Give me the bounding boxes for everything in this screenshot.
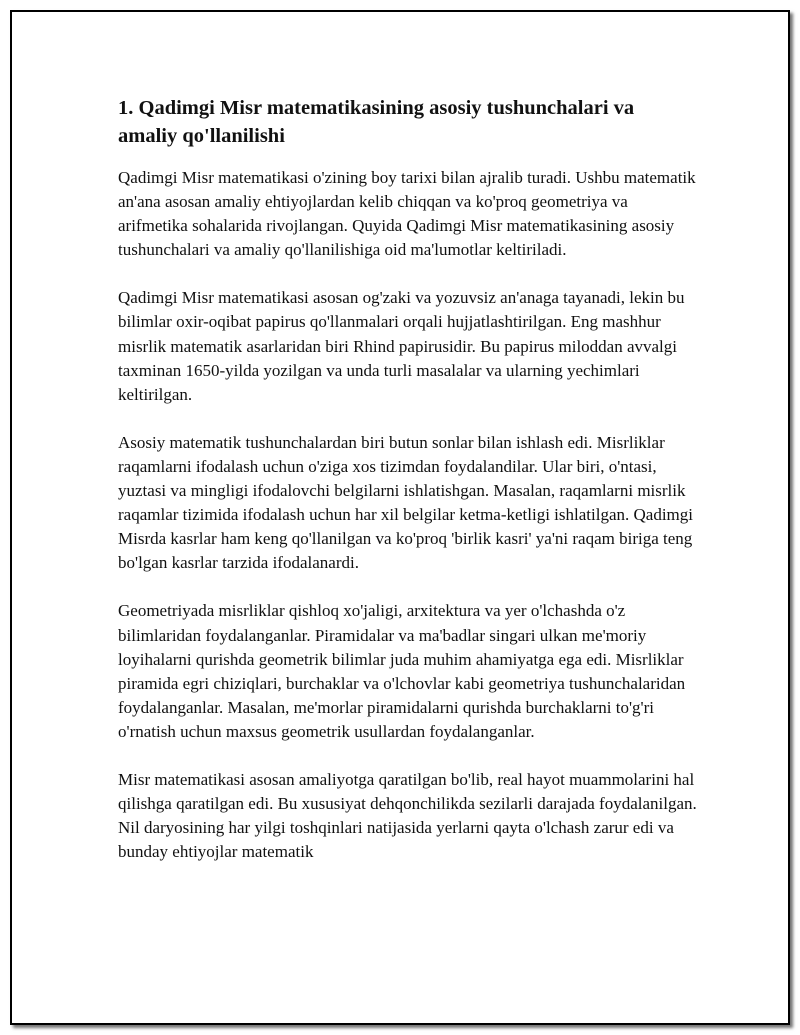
document-body [118, 94, 698, 888]
paragraph-5: Misr matematikasi asosan amaliyotga qaratilgan bo'lib, real hayot muammolarini hal qilishga qaratilgan edi. Bu xususiyat dehqonchilikda sezilarli darajada foydalanilgan. Nil daryosining har yilgi toshqinlari natijasida yerlarni qayta o'lchash zarur edi va bunday ehtiyojlar matematik [118, 769, 697, 862]
section-heading: 1. Qadimgi Misr matematikasining asosiy tushunchalari va amaliy qo'llanilishi [118, 97, 635, 147]
paragraph-1: Qadimgi Misr matematikasi o'zining boy tarixi bilan ajralib turadi. Ushbu matematik an'ana asosan amaliy ehtiyojlardan kelib chiqqan va ko'proq geometriya va arifmetika sohalarida rivojlangan. Quyida Qadimgi Misr matematikasining asosiy tushunchalari va amaliy qo'llanilishiga oid ma'lumotlar keltiriladi. [118, 168, 696, 260]
document-page [10, 10, 790, 1025]
paragraph-2: Qadimgi Misr matematikasi asosan og'zaki va yozuvsiz an'anaga tayanadi, lekin bu bilimlar oxir-oqibat papirus qo'llanmalari orqali hujjatlashtirilgan. Eng mashhur misrlik matematik asarlaridan biri Rhind papirusidir. Bu papirus miloddan avvalgi taxminan 1650-yilda yozilgan va unda turli masalalar va ularning yechimlari keltirilgan. [118, 288, 685, 404]
paragraph-3: Asosiy matematik tushunchalardan biri butun sonlar bilan ishlash edi. Misrliklar raqamlarni ifodalash uchun o'ziga xos tizimdan foydalandilar. Ular biri, o'ntasi, yuztasi va mingligi ifodalovchi belgilarni ishlatishgan. Masalan, raqamlarni misrlik raqamlar tizimida ifodalash uchun har xil belgilar ketma-ketligi ishlatilgan. Qadimgi Misrda kasrlar ham keng qo'llanilgan va ko'proq 'birlik kasri' ya'ni raqam biriga teng bo'lgan kasrlar tarzida ifodalanardi. [118, 432, 693, 573]
paragraph-4: Geometriyada misrliklar qishloq xo'jaligi, arxitektura va yer o'lchashda o'z bilimlaridan foydalanganlar. Piramidalar va ma'badlar singari ulkan me'moriy loyihalarni qurishda geometrik bilimlar juda muhim ahamiyatga ega edi. Misrliklar piramida egri chiziqlari, burchaklar va o'lchovlar kabi geometriya tushunchalaridan foydalanganlar. Masalan, me'morlar piramidalarni qurishda burchaklarni to'g'ri o'rnatish uchun maxsus geometrik usullardan foydalanganlar. [118, 601, 686, 741]
